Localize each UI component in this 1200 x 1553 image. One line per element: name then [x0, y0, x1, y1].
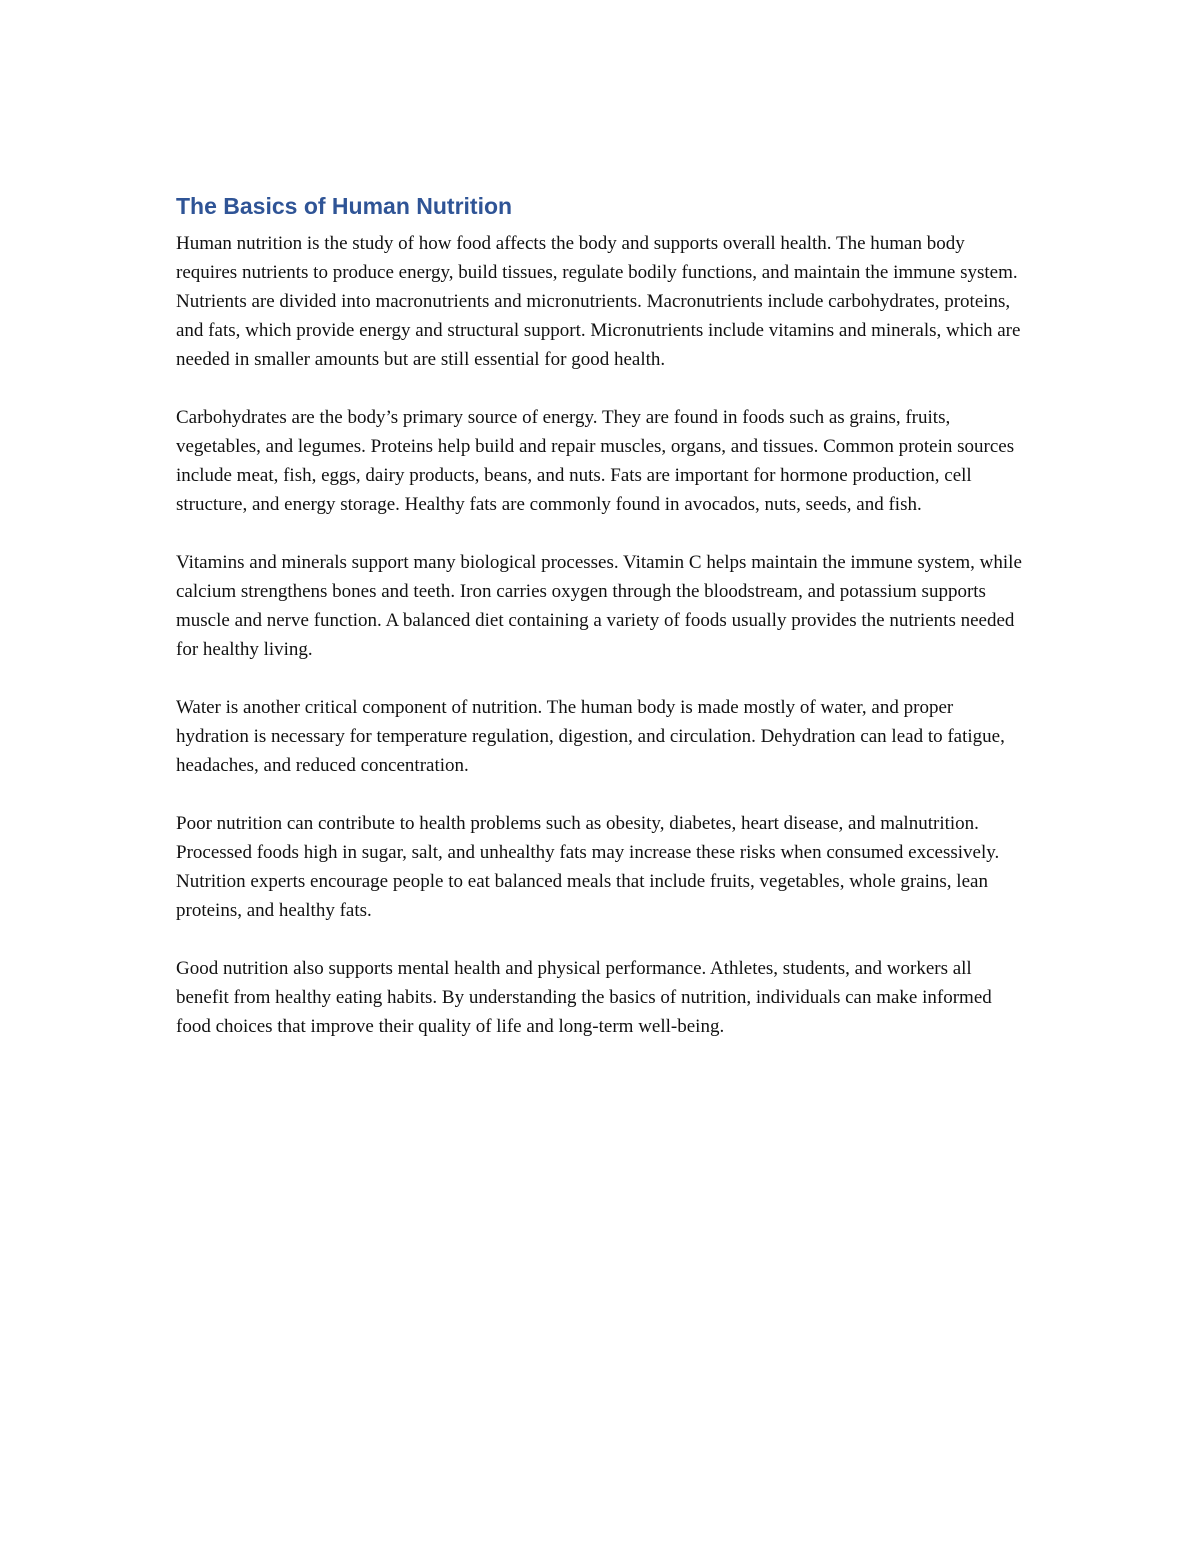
paragraph-poor-nutrition: Poor nutrition can contribute to health problems such as obesity, diabetes, heart disease, and malnutrition. Processed foods high in sugar, salt, and unhealthy fats may increase these risks when consumed excessively. Nutrition experts encourage people to eat balanced meals that include fruits, vegetables, whole grains, lean proteins, and healthy fats. — [176, 813, 1000, 921]
document-body — [176, 191, 1026, 1070]
paragraph-vitamins-minerals: Vitamins and minerals support many biological processes. Vitamin C helps maintain the immune system, while calcium strengthens bones and teeth. Iron carries oxygen through the bloodstream, and potassium supports muscle and nerve function. A balanced diet containing a variety of foods usually provides the nutrients needed for healthy living. — [176, 552, 1022, 660]
paragraph-conclusion: Good nutrition also supports mental health and physical performance. Athletes, students, and workers all benefit from healthy eating habits. By understanding the basics of nutrition, individuals can make informed food choices that improve their quality of life and long-term well-being. — [176, 958, 992, 1037]
document-title: The Basics of Human Nutrition — [176, 193, 513, 219]
paragraph-water: Water is another critical component of nutrition. The human body is made mostly of water, and proper hydration is necessary for temperature regulation, digestion, and circulation. Dehydration can lead to fatigue, headaches, and reduced concentration. — [176, 697, 1005, 776]
paragraph-intro: Human nutrition is the study of how food affects the body and supports overall health. The human body requires nutrients to produce energy, build tissues, regulate bodily functions, and maintain the immune system. Nutrients are divided into macronutrients and micronutrients. Macronutrients include carbohydrates, proteins, and fats, which provide energy and structural support. Micronutrients include vitamins and minerals, which are needed in smaller amounts but are still essential for good health. — [176, 233, 1021, 370]
paragraph-macronutrients: Carbohydrates are the body’s primary source of energy. They are found in foods such as grains, fruits, vegetables, and legumes. Proteins help build and repair muscles, organs, and tissues. Common protein sources include meat, fish, eggs, dairy products, beans, and nuts. Fats are important for hormone production, cell structure, and energy storage. Healthy fats are commonly found in avocados, nuts, seeds, and fish. — [176, 407, 1015, 515]
